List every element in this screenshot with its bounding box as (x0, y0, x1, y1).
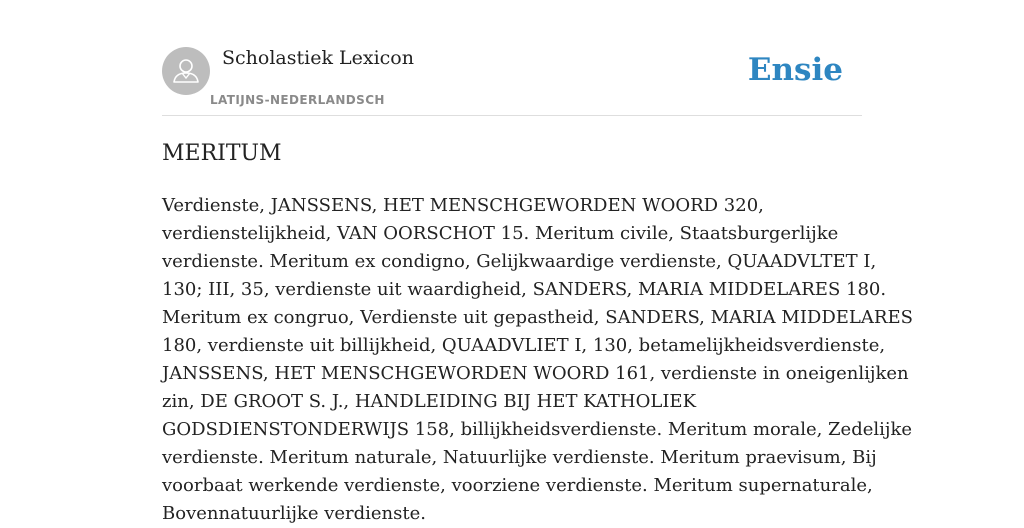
ensie-logo[interactable]: Ensie (747, 52, 843, 88)
entry-body-line: 180, verdienste uit billijkheid, QUAADVLIET I, 130, betamelijkheidsverdienste, (162, 335, 886, 356)
entry-body-line: Bovennatuurlijke verdienste. (162, 503, 426, 524)
entry-body-line: verdienste. Meritum naturale, Natuurlijke verdienste. Meritum praevisum, Bij (162, 447, 877, 468)
entry-body-line: JANSSENS, HET MENSCHGEWORDEN WOORD 161, verdienste in oneigenlijken (162, 363, 909, 384)
entry-body-line: zin, DE GROOT S. J., HANDLEIDING BIJ HET KATHOLIEK (162, 391, 697, 412)
entry-title: MERITUM (162, 141, 282, 166)
entry-body-line: verdienstelijkheid, VAN OORSCHOT 15. Meritum civile, Staatsburgerlijke (162, 223, 839, 244)
person-outline-icon (162, 47, 210, 95)
source-title[interactable]: Scholastiek Lexicon (222, 47, 414, 69)
header-divider (162, 115, 862, 116)
entry-body-line: voorbaat werkende verdienste, voorziene verdienste. Meritum supernaturale, (162, 475, 873, 496)
entry-body-line: GODSDIENSTONDERWIJS 158, billijkheidsverdienste. Meritum morale, Zedelijke (162, 419, 913, 440)
header (162, 46, 862, 116)
entry-body-line: Verdienste, JANSSENS, HET MENSCHGEWORDEN WOORD 320, (162, 195, 764, 216)
entry-body-line: Meritum ex congruo, Verdienste uit gepastheid, SANDERS, MARIA MIDDELARES (162, 307, 913, 328)
entry-body-line: verdienste. Meritum ex condigno, Gelijkwaardige verdienste, QUAADVLTET I, (162, 251, 877, 272)
entry-body (162, 192, 913, 528)
user-avatar-icon[interactable] (162, 47, 210, 95)
source-subtitle: LATIJNS-NEDERLANDSCH (210, 93, 385, 107)
entry-body-line: 130; III, 35, verdienste uit waardigheid, SANDERS, MARIA MIDDELARES 180. (162, 279, 887, 300)
